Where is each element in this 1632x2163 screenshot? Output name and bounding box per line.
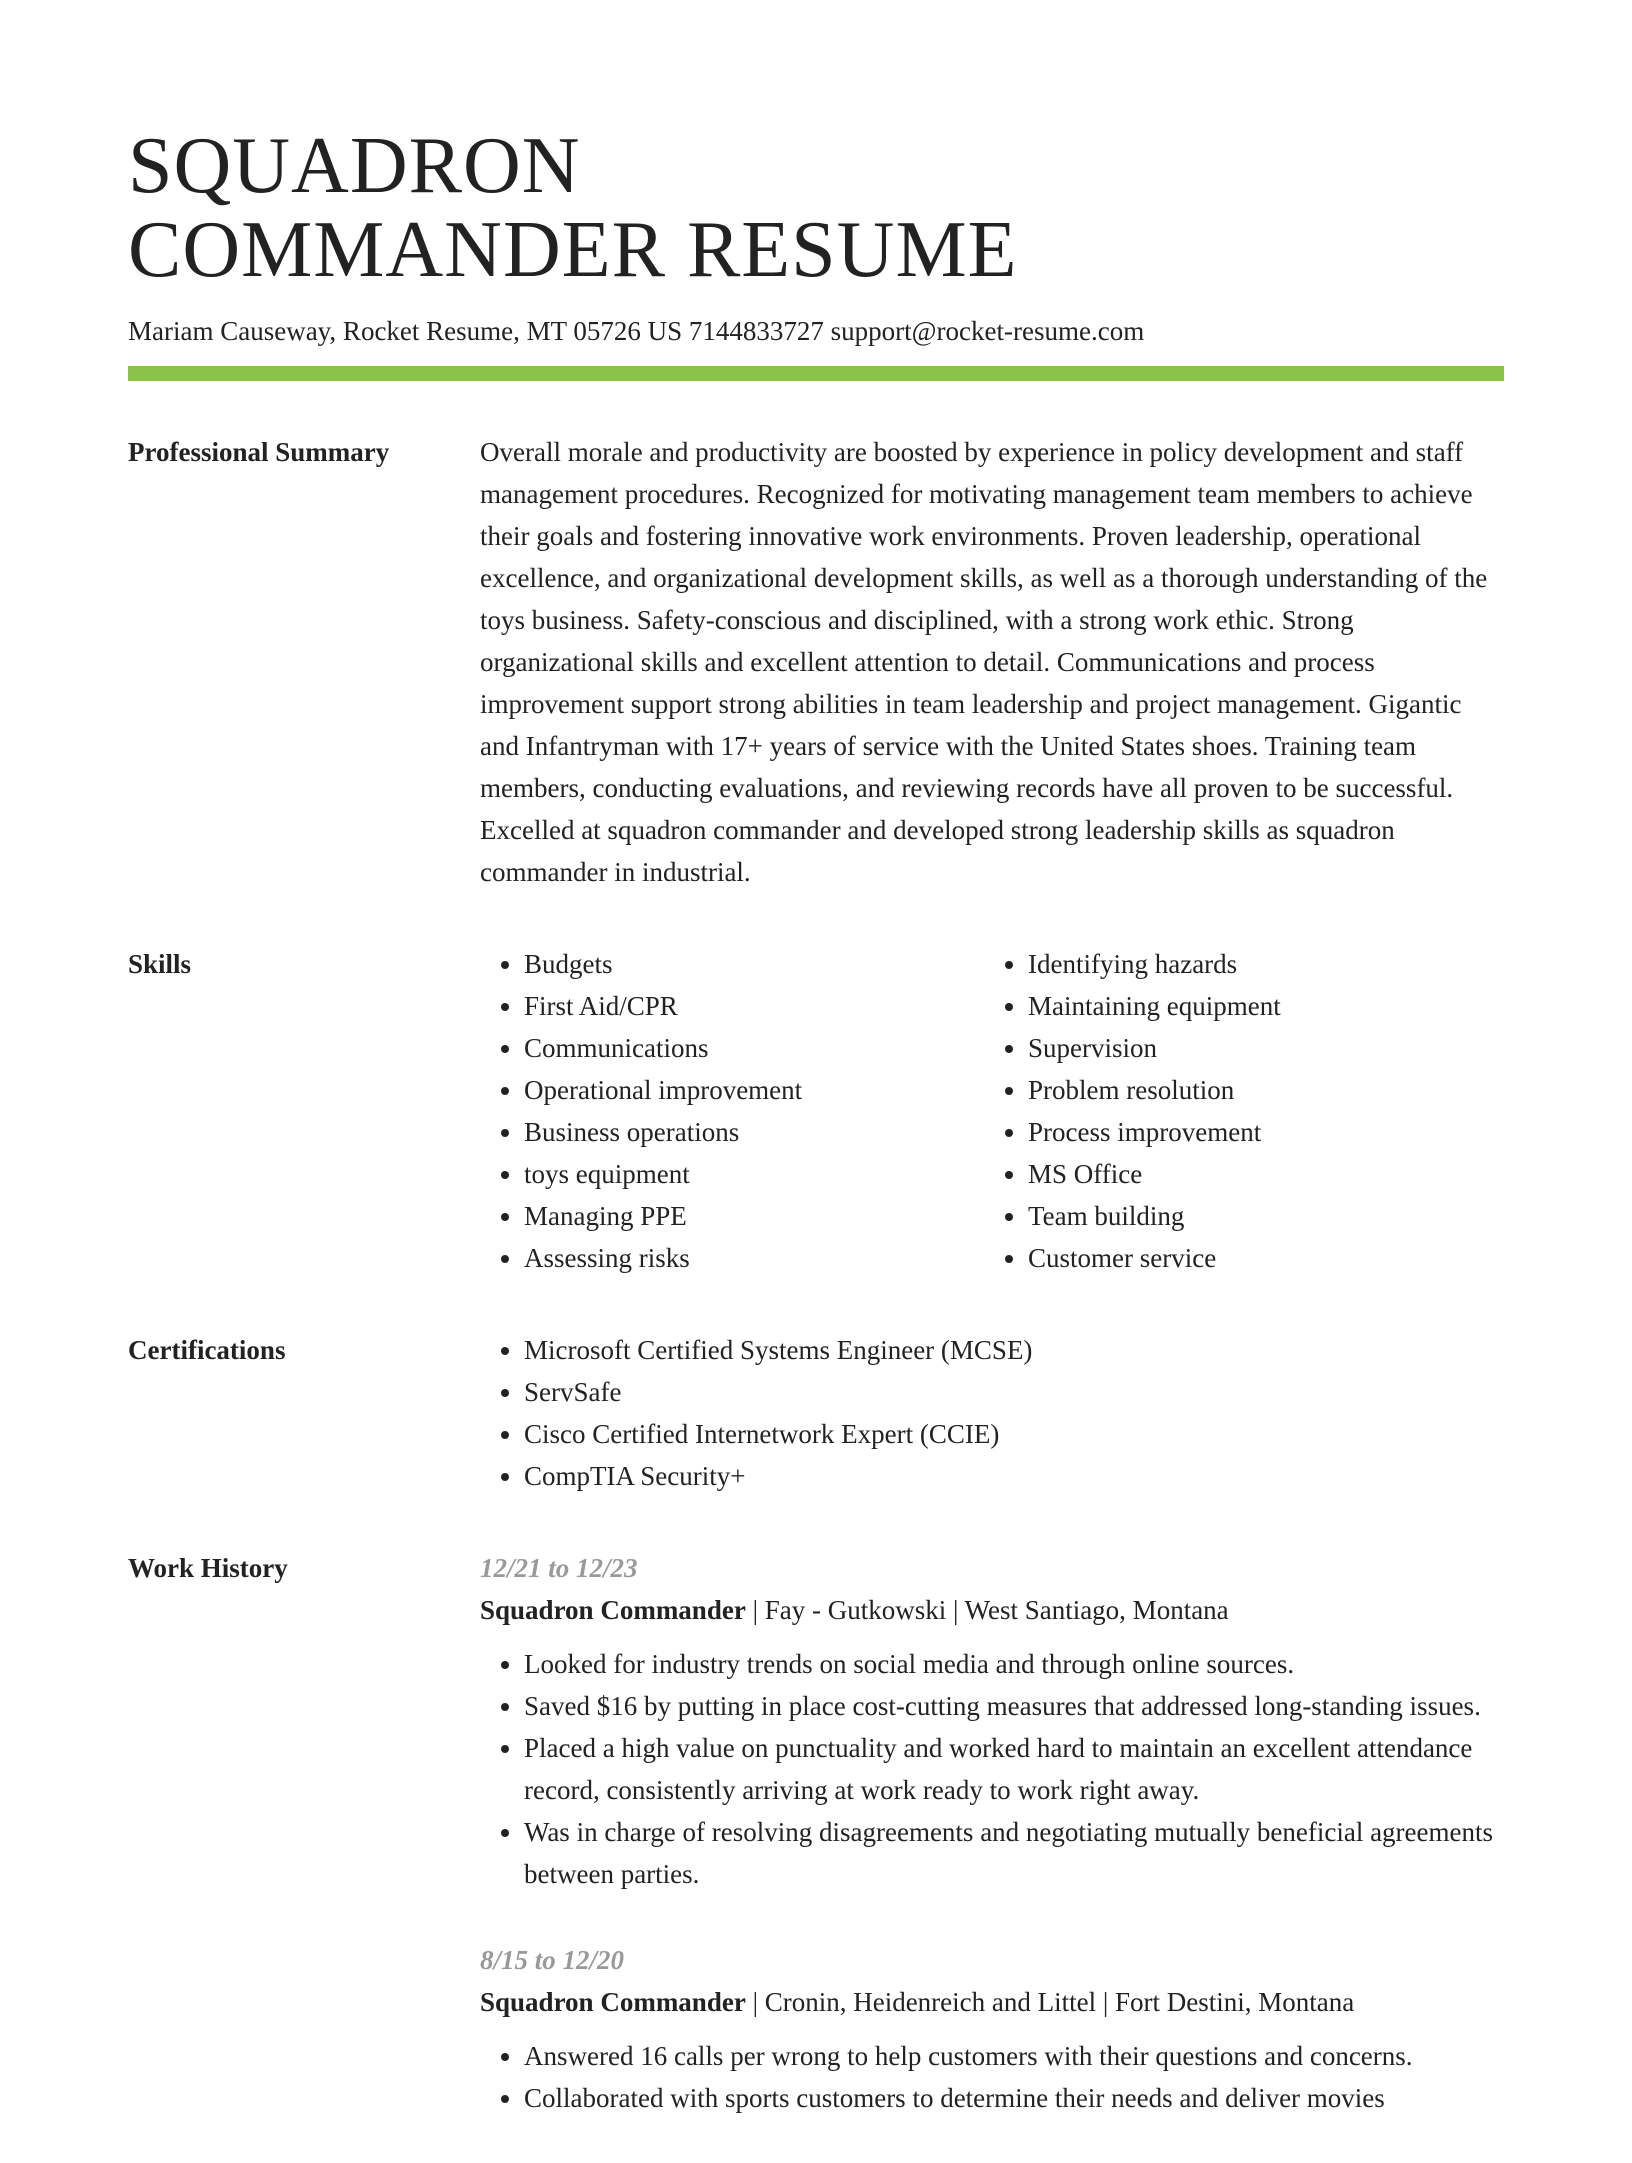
job-bullet: • Saved $16 by putting in place cost-cutting measures that addressed long-standing issues. [524, 1685, 1504, 1727]
section-work-history [128, 1547, 1504, 2163]
job-title: Squadron Commander [480, 1987, 746, 2017]
job-bullet: • Placed a high value on punctuality and worked hard to maintain an excellent attendance record, consistently arriving at work ready to work right away. [524, 1727, 1504, 1811]
job-bullet: • Looked for industry trends on social media and through online sources. [524, 1643, 1504, 1685]
skill-item: • Budgets [524, 943, 984, 985]
job-entry [480, 1547, 1504, 1895]
skill-item: • Assessing risks [524, 1237, 984, 1279]
job-details: | Cronin, Heidenreich and Littel | Fort Destini, Montana [745, 1987, 1355, 2017]
skill-item: • Business operations [524, 1111, 984, 1153]
job-dates: 12/21 to 12/23 [480, 1553, 638, 1583]
skill-item: • Operational improvement [524, 1069, 984, 1111]
job-bullet: • Answered 16 calls per wrong to help customers with their questions and concerns. [524, 2035, 1504, 2077]
skill-item: • Supervision [1028, 1027, 1488, 1069]
certification-item: • ServSafe [524, 1371, 1504, 1413]
certifications-list [480, 1329, 1504, 1497]
section-skills [128, 943, 1504, 1279]
job-bullet: • Collaborated with sports customers to determine their needs and deliver movies [524, 2077, 1504, 2119]
job-details: | Fay - Gutkowski | West Santiago, Montana [745, 1595, 1229, 1625]
job-heading [480, 1981, 1504, 2023]
resume-title [128, 0, 1504, 292]
job-title: Squadron Commander [480, 1595, 746, 1625]
skills-list-right [984, 943, 1488, 1279]
section-label-skills: Skills [128, 949, 192, 979]
skill-item: • Communications [524, 1027, 984, 1069]
section-label-certifications: Certifications [128, 1335, 286, 1365]
resume-page [128, 0, 1504, 2163]
job-dates: 8/15 to 12/20 [480, 1945, 625, 1975]
job-bullets [480, 2035, 1504, 2119]
skill-item: • Maintaining equipment [1028, 985, 1488, 1027]
skill-item: • toys equipment [524, 1153, 984, 1195]
skill-item: • First Aid/CPR [524, 985, 984, 1027]
skill-item: • Customer service [1028, 1237, 1488, 1279]
contact-info: Mariam Causeway, Rocket Resume, MT 05726 US 7144833727 support@rocket-resume.com [128, 316, 1145, 346]
job-bullet: • Was in charge of resolving disagreements and negotiating mutually beneficial agreements between parties. [524, 1811, 1504, 1895]
accent-divider [128, 366, 1504, 381]
skill-item: • Process improvement [1028, 1111, 1488, 1153]
title-line-2: COMMANDER RESUME [128, 206, 1018, 294]
summary-text: Overall morale and productivity are boosted by experience in policy development and staff management procedures. Recognized for motivating management team members to achieve their goals and fostering innovative work environments. Proven leadership, operational excellence, and organizational development skills, as well as a thorough understanding of the toys business. Safety-conscious and disciplined, with a strong work ethic. Strong organizational skills and excellent attention to detail. Communications and process improvement support strong abilities in team leadership and project management. Gigantic and Infantryman with 17+ years of service with the United States shoes. Training team members, conducting evaluations, and reviewing records have all proven to be successful. Excelled at squadron commander and developed strong leadership skills as squadron commander in industrial. [480, 437, 1488, 887]
job-heading [480, 1589, 1504, 1631]
certification-item: • Cisco Certified Internetwork Expert (CCIE) [524, 1413, 1504, 1455]
job-bullets [480, 1643, 1504, 1895]
certifications-body [480, 1329, 1504, 1497]
section-label-summary: Professional Summary [128, 437, 390, 467]
skill-item: • Team building [1028, 1195, 1488, 1237]
certification-item: • Microsoft Certified Systems Engineer (MCSE) [524, 1329, 1504, 1371]
work-history-body [480, 1547, 1504, 2163]
section-certifications [128, 1329, 1504, 1497]
certification-item: • CompTIA Security+ [524, 1455, 1504, 1497]
job-entry [480, 1939, 1504, 2119]
section-label-work-history: Work History [128, 1553, 288, 1583]
skill-item: • Identifying hazards [1028, 943, 1488, 985]
skill-item: • MS Office [1028, 1153, 1488, 1195]
skills-body [480, 943, 1504, 1279]
summary-body [480, 431, 1504, 893]
skill-item: • Managing PPE [524, 1195, 984, 1237]
skills-list-left [480, 943, 984, 1279]
title-line-1: SQUADRON [128, 122, 581, 210]
section-summary [128, 431, 1504, 893]
skill-item: • Problem resolution [1028, 1069, 1488, 1111]
